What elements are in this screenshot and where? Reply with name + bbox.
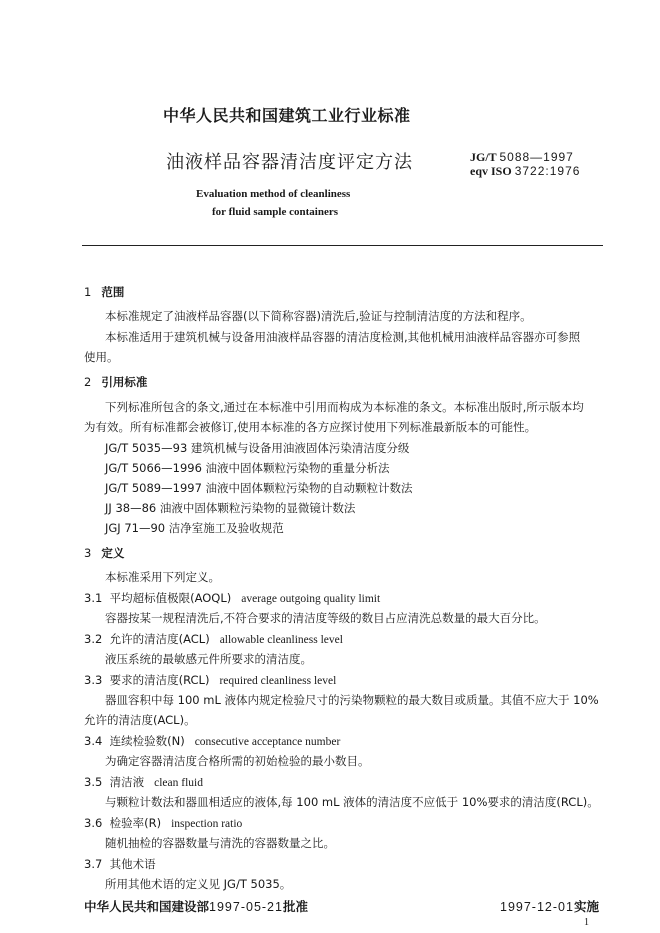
term-definition: 器皿容积中每 100 mL 液体内规定检验尺寸的污染物颗粒的最大数目或质量。其值不应大于 10% [105,693,599,707]
reference-item: JGJ 71—90 洁净室施工及验收规范 [105,521,284,535]
term-definition: 所用其他术语的定义见 JG/T 5035。 [105,877,292,891]
section-title: 定义 [101,546,125,560]
term-3-4 [84,733,340,749]
section-number: 2 [84,375,92,389]
implementation-line [500,897,599,915]
paragraph: 下列标准所包含的条文,通过在本标准中引用而构成为本标准的条文。本标准出版时,所示版本均 [105,400,584,414]
standard-code-value: 5088—1997 [499,150,574,164]
term-definition: 为确定容器清洁度合格所需的初始检验的最小数目。 [105,754,370,768]
paragraph: 本标准采用下列定义。 [105,570,220,584]
term-number: 3.6 [84,816,103,830]
reference-item: JG/T 5066—1996 油液中固体颗粒污染物的重量分析法 [105,461,390,475]
section-number: 1 [84,285,92,299]
term-zh: 检验率(R) [109,816,162,830]
section-number: 3 [84,546,92,560]
industry-standard-heading: 中华人民共和国建筑工业行业标准 [163,106,411,125]
reference-item: JG/T 5089—1997 油液中固体颗粒污染物的自动颗粒计数法 [105,481,413,495]
term-3-3 [84,672,336,688]
approve-date: 1997-05-21 [209,900,283,914]
implementation-suffix: 实施 [573,899,599,914]
term-definition: 液压系统的最敏感元件所要求的清洁度。 [105,652,312,666]
document-title-en-line1: Evaluation method of cleanliness [196,188,351,200]
term-definition: 允许的清洁度(ACL)。 [84,713,196,727]
term-3-1 [84,590,380,606]
term-zh: 其他术语 [109,857,156,871]
term-en: allowable cleanliness level [219,634,343,646]
term-3-6 [84,815,242,831]
term-number: 3.2 [84,632,103,646]
reference-item: JG/T 5035—93 建筑机械与设备用油液固体污染清洁度分级 [105,441,410,455]
term-definition: 容器按某一规程清洗后,不符合要求的清洁度等级的数目占应清洗总数量的最大百分比。 [105,611,546,625]
term-en: consecutive acceptance number [194,736,341,748]
section-title: 引用标准 [101,375,148,389]
term-zh: 平均超标值极限(AOQL) [109,591,232,605]
term-definition: 与颗粒计数法和器皿相适应的液体,每 100 mL 液体的清洁度不应低于 10%要求的清洁度(RCL)。 [105,795,599,809]
reference-item: JJ 38—86 油液中固体颗粒污染物的显微镜计数法 [105,501,356,515]
term-zh: 连续检验数(N) [109,734,185,748]
term-number: 3.7 [84,857,103,871]
document-title-zh: 油液样品容器清洁度评定方法 [166,152,413,173]
paragraph: 本标准适用于建筑机械与设备用油液样品容器的清洁度检测,其他机械用油液样品容器亦可参照 [105,330,581,344]
paragraph: 本标准规定了油液样品容器(以下简称容器)清洗后,验证与控制清洁度的方法和程序。 [105,309,532,323]
term-zh: 清洁液 [109,775,145,789]
term-en: inspection ratio [171,818,243,830]
approval-line [84,897,308,915]
document-title-en-line2: for fluid sample containers [212,206,338,218]
approve-suffix: 批准 [282,899,308,914]
header-divider [82,245,603,246]
term-zh: 要求的清洁度(RCL) [109,673,210,687]
page-number: 1 [584,917,589,928]
equivalence-code: eqv ISO [470,164,512,178]
term-number: 3.1 [84,591,103,605]
term-zh: 允许的清洁度(ACL) [109,632,210,646]
paragraph: 为有效。所有标准都会被修订,使用本标准的各方应探讨使用下列标准最新版本的可能性。 [84,420,537,434]
term-number: 3.3 [84,673,103,687]
term-number: 3.5 [84,775,103,789]
equivalence-code-value: 3722:1976 [514,164,581,178]
term-3-7 [84,856,156,872]
section-1-heading [84,284,124,300]
paragraph: 使用。 [84,350,119,364]
section-2-heading [84,374,147,390]
term-en: average outgoing quality limit [241,593,381,605]
term-definition: 随机抽检的容器数量与清洗的容器数量之比。 [105,836,335,850]
term-3-5 [84,774,203,790]
term-en: clean fluid [154,777,203,789]
section-title: 范围 [101,285,125,299]
term-number: 3.4 [84,734,103,748]
approver: 中华人民共和国建设部 [84,899,210,914]
standard-code-block [470,150,580,178]
section-3-heading [84,545,124,561]
term-3-2 [84,631,343,647]
implementation-date: 1997-12-01 [500,900,574,914]
term-en: required cleanliness level [219,675,337,687]
standard-code: JG/T [470,150,497,164]
